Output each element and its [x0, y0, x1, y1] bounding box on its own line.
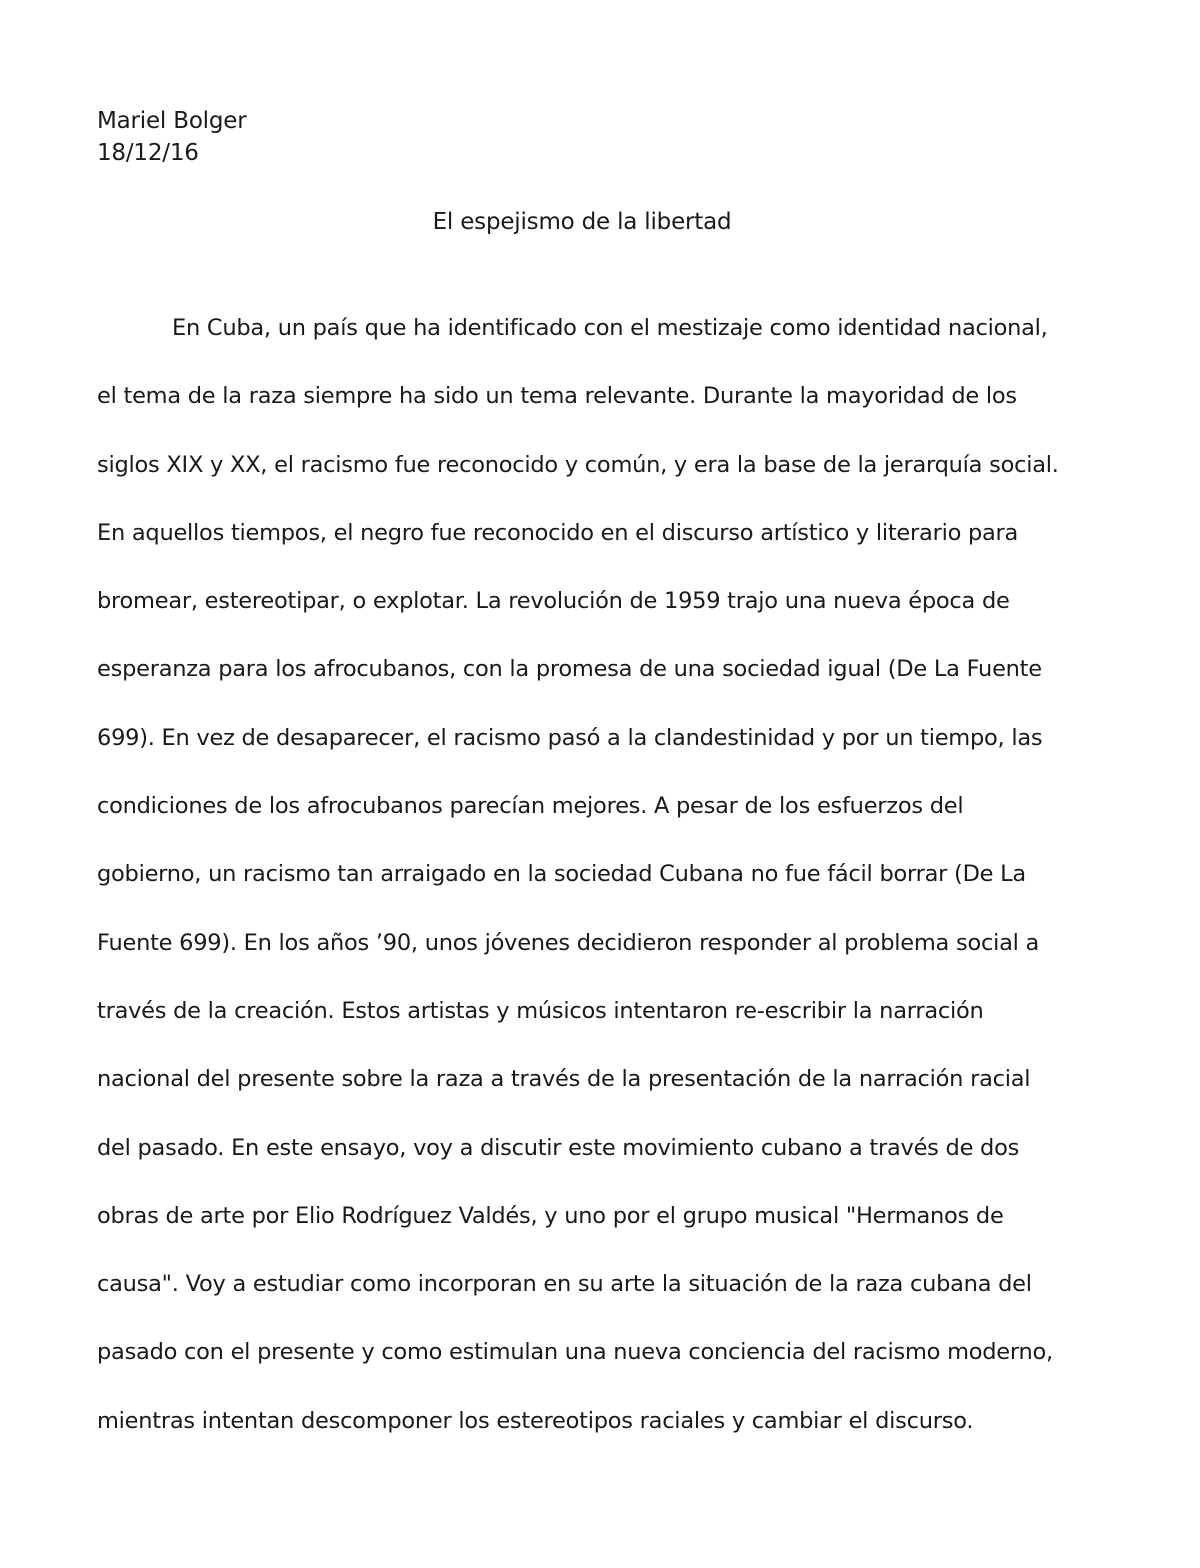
paragraph-line: gobierno, un racismo tan arraigado en la sociedad Cubana no fue fácil borrar (De La — [97, 861, 1026, 888]
document-header — [97, 105, 246, 169]
document-title: El espejismo de la libertad — [432, 209, 732, 235]
paragraph-line: siglos XIX y XX, el racismo fue reconocido y común, y era la base de la jerarquía social. — [97, 451, 1059, 478]
author-name: Mariel Bolger — [97, 108, 247, 134]
paragraph-line: 699). En vez de desaparecer, el racismo pasó a la clandestinidad y por un tiempo, las — [97, 724, 1043, 751]
paragraph-line: En aquellos tiempos, el negro fue reconocido en el discurso artístico y literario para — [97, 519, 1019, 546]
paragraph-line: esperanza para los afrocubanos, con la promesa de una sociedad igual (De La Fuente — [97, 656, 1042, 683]
paragraph-line: causa". Voy a estudiar como incorporan en su arte la situación de la raza cubana del — [97, 1271, 1032, 1298]
document-date: 18/12/16 — [97, 140, 199, 166]
paragraph-line: mientras intentan descomponer los estereotipos raciales y cambiar el discurso. — [97, 1407, 974, 1434]
paragraph-line: condiciones de los afrocubanos parecían mejores. A pesar de los esfuerzos del — [97, 793, 964, 820]
paragraph-line: nacional del presente sobre la raza a través de la presentación de la narración racial — [97, 1066, 1031, 1093]
body-paragraph — [97, 308, 1097, 1469]
paragraph-line: obras de arte por Elio Rodríguez Valdés, y uno por el grupo musical "Hermanos de — [97, 1202, 1004, 1229]
paragraph-line: bromear, estereotipar, o explotar. La revolución de 1959 trajo una nueva época de — [97, 588, 1010, 615]
paragraph-line: del pasado. En este ensayo, voy a discutir este movimiento cubano a través de dos — [97, 1134, 1020, 1161]
paragraph-line: pasado con el presente y como estimulan una nueva conciencia del racismo moderno, — [97, 1339, 1053, 1366]
paragraph-line: Fuente 699). En los años ’90, unos jóvenes decidieron responder al problema social a — [97, 929, 1040, 956]
paragraph-line: través de la creación. Estos artistas y músicos intentaron re-escribir la narración — [97, 997, 984, 1024]
paragraph-line: el tema de la raza siempre ha sido un tema relevante. Durante la mayoridad de los — [97, 383, 1017, 410]
paragraph-line: En Cuba, un país que ha identificado con el mestizaje como identidad nacional, — [172, 315, 1048, 341]
